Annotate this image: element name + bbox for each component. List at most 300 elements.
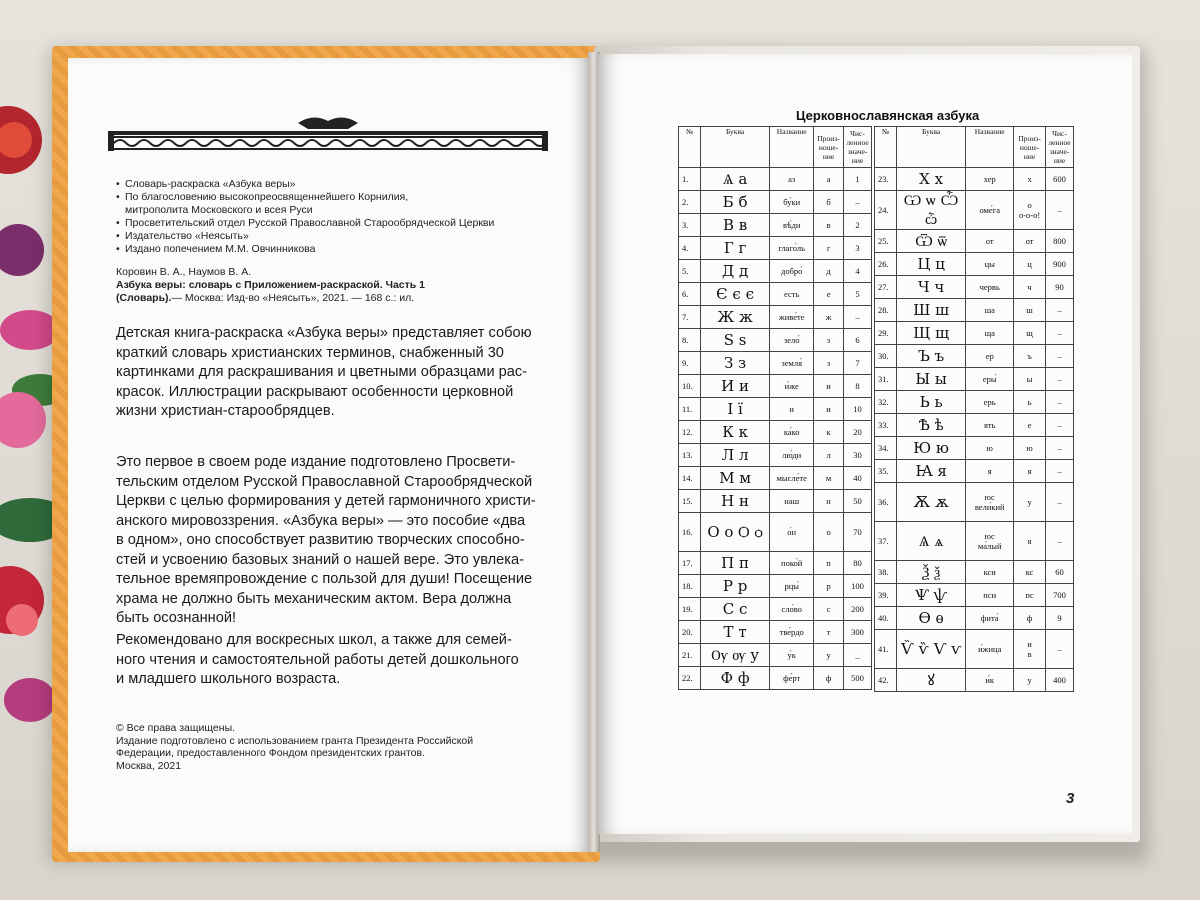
letter-name: ер <box>966 345 1014 368</box>
alphabet-row <box>679 644 872 667</box>
letter-number: 1. <box>679 168 701 191</box>
alphabet-row <box>875 460 1074 483</box>
letter-numeric-value: 4 <box>844 260 872 283</box>
header-val-line: Чис- <box>850 129 865 138</box>
letter-number: 22. <box>679 667 701 690</box>
book-publication: — Москва: Изд-во «Неясыть», 2021. — 168 с.: ил. <box>171 292 415 304</box>
imprint-item: митрополита Московского и всея Руси <box>125 204 313 216</box>
letter-number: 7. <box>679 306 701 329</box>
letter-numeric-value: – <box>1046 460 1074 483</box>
letter-glyph: Г г <box>700 237 769 260</box>
letter-name: бу́ки <box>770 191 814 214</box>
letter-numeric-value: – <box>844 191 872 214</box>
letter-number: 18. <box>679 575 701 598</box>
header-num: № <box>875 127 897 168</box>
alphabet-row <box>875 669 1074 692</box>
letter-number: 5. <box>679 260 701 283</box>
letter-name: ща <box>966 322 1014 345</box>
letter-number: 9. <box>679 352 701 375</box>
alphabet-row <box>875 276 1074 299</box>
text-line: стей и усвоению базовых знаний о нашей вере. Это увлека- <box>116 551 524 568</box>
header-val-line: ние <box>851 156 864 165</box>
book-title-cont: (Словарь). <box>116 292 172 304</box>
letter-pronunciation: т <box>814 621 844 644</box>
letter-glyph: Ѕ ѕ <box>700 329 769 352</box>
header-pronunciation <box>1014 127 1046 168</box>
letter-pronunciation: о о-о-о! <box>1014 191 1046 230</box>
letter-pronunciation: у <box>1014 483 1046 522</box>
letter-glyph: Ѹ ѹ у <box>700 644 769 667</box>
letter-number: 17. <box>679 552 701 575</box>
letter-glyph: Л л <box>700 444 769 467</box>
letter-name: наш <box>770 490 814 513</box>
letter-glyph: С с <box>700 598 769 621</box>
letter-name: зело́ <box>770 329 814 352</box>
header-numeric-value <box>1046 127 1074 168</box>
alphabet-row <box>679 352 872 375</box>
alphabet-row <box>679 575 872 598</box>
text-line: Церкви с целью формирования у детей гармоничного христи- <box>116 493 536 509</box>
letter-pronunciation: ф <box>814 667 844 690</box>
letter-glyph: Ъ ъ <box>896 345 965 368</box>
letter-numeric-value: 70 <box>844 513 872 552</box>
letter-numeric-value: – <box>1046 368 1074 391</box>
letter-pronunciation: я <box>1014 460 1046 483</box>
letter-number: 36. <box>875 483 897 522</box>
alphabet-row <box>679 444 872 467</box>
letter-number: 42. <box>875 669 897 692</box>
header-val-line: ние <box>1053 156 1066 165</box>
alphabet-row <box>679 467 872 490</box>
header-name: Название <box>966 127 1014 168</box>
letter-glyph: Ѣ ѣ <box>896 414 965 437</box>
authors: Коровин В. А., Наумов В. А. <box>116 266 252 278</box>
letter-number: 39. <box>875 584 897 607</box>
letter-number: 20. <box>679 621 701 644</box>
letter-number: 32. <box>875 391 897 414</box>
alphabet-row <box>875 414 1074 437</box>
letter-name: ять <box>966 414 1014 437</box>
table-title: Церковнославянская азбука <box>796 108 980 123</box>
letter-numeric-value: 100 <box>844 575 872 598</box>
letter-pronunciation: ц <box>1014 253 1046 276</box>
letter-number: 37. <box>875 522 897 561</box>
letter-number: 16. <box>679 513 701 552</box>
letter-pronunciation: в <box>814 214 844 237</box>
letter-pronunciation: пс <box>1014 584 1046 607</box>
letter-pronunciation: ч <box>1014 276 1046 299</box>
letter-number: 24. <box>875 191 897 230</box>
text-line: тельное времяпровождение с пользой для души! Посещение <box>116 571 533 587</box>
imprint-item: • Просветительский отдел Русской Православной Старообрядческой Церкви <box>116 217 494 230</box>
letter-numeric-value: 1 <box>844 168 872 191</box>
letter-numeric-value: 400 <box>1046 669 1074 692</box>
text-line: Это первое в своем роде издание подготовлено Просвети- <box>116 454 516 470</box>
letter-numeric-value: – <box>844 306 872 329</box>
letter-pronunciation: м <box>814 467 844 490</box>
alphabet-row <box>875 345 1074 368</box>
letter-pronunciation: н <box>814 490 844 513</box>
letter-numeric-value: – <box>1046 391 1074 414</box>
alphabet-row <box>679 283 872 306</box>
text-line: быть осознанной! <box>116 610 237 626</box>
letter-glyph: Ѱ ѱ <box>896 584 965 607</box>
letter-name: ша <box>966 299 1014 322</box>
letter-pronunciation: ы <box>1014 368 1046 391</box>
letter-numeric-value: 40 <box>844 467 872 490</box>
header-val-line: Чис- <box>1052 129 1067 138</box>
imprint-item: • Словарь-раскраска «Азбука веры» <box>116 178 494 191</box>
letter-pronunciation: от <box>1014 230 1046 253</box>
text-line: анского мировоззрения. «Азбука веры» — это пособие «два <box>116 512 526 529</box>
text-line: красок. Иллюстрации раскрывают особенности церковной <box>116 383 514 400</box>
header-pron-line: ноше- <box>1019 142 1040 152</box>
letter-pronunciation: з <box>814 352 844 375</box>
letter-number: 12. <box>679 421 701 444</box>
text-line: в одном», оно способствует развитию творческих способно- <box>116 532 525 548</box>
letter-glyph: Ж ж <box>700 306 769 329</box>
header-pron-line: ние <box>1023 151 1036 161</box>
alphabet-row <box>679 513 872 552</box>
copyright-block <box>116 722 473 772</box>
letter-number: 10. <box>679 375 701 398</box>
letter-name: и́жица <box>966 630 1014 669</box>
copyright-line: © Все права защищены. <box>116 722 236 734</box>
letter-number: 4. <box>679 237 701 260</box>
right-page <box>598 54 1132 834</box>
alphabet-row <box>875 561 1074 584</box>
letter-pronunciation: а <box>814 168 844 191</box>
header-pron-line: ноше- <box>818 142 839 152</box>
letter-name: лю́ди <box>770 444 814 467</box>
header-pron-line: ние <box>822 151 835 161</box>
letter-number: 14. <box>679 467 701 490</box>
table-header-row <box>679 127 872 168</box>
letter-numeric-value: 300 <box>844 621 872 644</box>
letter-numeric-value: 2 <box>844 214 872 237</box>
letter-glyph: Ѿ ѿ <box>896 230 965 253</box>
letter-numeric-value: – <box>1046 322 1074 345</box>
alphabet-table-left <box>678 126 872 690</box>
letter-glyph: К к <box>700 421 769 444</box>
imprint-item: • Издано попечением М.М. Овчинникова <box>116 243 494 256</box>
letter-numeric-value: 80 <box>844 552 872 575</box>
letter-name: добро́ <box>770 260 814 283</box>
letter-glyph: Ѳ ѳ <box>896 607 965 630</box>
letter-name: оме́га <box>966 191 1014 230</box>
text-line: тельским отделом Русской Православной Старообрядческой <box>116 473 533 490</box>
letter-pronunciation: ш <box>1014 299 1046 322</box>
alphabet-row <box>679 168 872 191</box>
text-line: храма не должно быть механическим актом. Вера должна <box>116 590 512 607</box>
header-val-line: ленное <box>846 138 869 147</box>
alphabet-row <box>679 306 872 329</box>
letter-numeric-value: 700 <box>1046 584 1074 607</box>
letter-pronunciation: з <box>814 329 844 352</box>
header-val-line: значе- <box>847 147 868 156</box>
letter-name: ерь <box>966 391 1014 414</box>
letter-number: 13. <box>679 444 701 467</box>
letter-numeric-value: 30 <box>844 444 872 467</box>
header-letter: Буква <box>700 127 769 168</box>
letter-pronunciation: ь <box>1014 391 1046 414</box>
letter-name: хер <box>966 168 1014 191</box>
letter-number: 2. <box>679 191 701 214</box>
letter-name: рцы́ <box>770 575 814 598</box>
letter-name: ю <box>966 437 1014 460</box>
alphabet-row <box>875 391 1074 414</box>
alphabet-row <box>875 191 1074 230</box>
letter-numeric-value: 3 <box>844 237 872 260</box>
letter-glyph: Ѫ ѫ <box>896 483 965 522</box>
letter-number: 31. <box>875 368 897 391</box>
letter-pronunciation: и <box>814 398 844 421</box>
alphabet-row <box>679 398 872 421</box>
letter-pronunciation: к <box>814 421 844 444</box>
left-page <box>68 58 590 852</box>
copyright-line: Издание подготовлено с использованием гранта Президента Российской <box>116 734 474 747</box>
letter-pronunciation: кс <box>1014 561 1046 584</box>
header-val-line: ленное <box>1048 138 1071 147</box>
letter-pronunciation: е <box>814 283 844 306</box>
text-line: Рекомендовано для воскресных школ, а также для семей- <box>116 632 512 648</box>
letter-glyph: Ф ф <box>700 667 769 690</box>
letter-numeric-value: – <box>1046 345 1074 368</box>
letter-numeric-value: 500 <box>844 667 872 690</box>
letter-name: живе́те <box>770 306 814 329</box>
letter-pronunciation: и в <box>1014 630 1046 669</box>
letter-numeric-value: 600 <box>1046 168 1074 191</box>
letter-numeric-value: 50 <box>844 490 872 513</box>
header-pron-line: Произ- <box>1018 133 1041 143</box>
alphabet-row <box>875 483 1074 522</box>
text-line: картинками для раскрашивания и цветными образцами рас- <box>116 364 528 380</box>
letter-glyph: Ꙗ я <box>896 460 965 483</box>
letter-glyph: О о Ѻ ѻ <box>700 513 769 552</box>
letter-numeric-value: – <box>1046 483 1074 522</box>
letter-glyph: Ю ю <box>896 437 965 460</box>
alphabet-row <box>875 607 1074 630</box>
book-title: Азбука веры: словарь с Приложением-раскраской. Часть 1 <box>116 279 425 291</box>
alphabet-row <box>875 437 1074 460</box>
letter-name: пси <box>966 584 1014 607</box>
letter-number: 28. <box>875 299 897 322</box>
letter-name: и́же <box>770 375 814 398</box>
annotation-paragraph-3 <box>116 631 564 690</box>
letter-numeric-value: – <box>1046 299 1074 322</box>
copyright-line: Москва, 2021 <box>116 759 182 772</box>
letter-glyph: Ѧ а <box>700 168 769 191</box>
letter-number: 33. <box>875 414 897 437</box>
alphabet-row <box>875 253 1074 276</box>
letter-pronunciation: щ <box>1014 322 1046 345</box>
letter-numeric-value: _ <box>844 644 872 667</box>
letter-name: глаго́ль <box>770 237 814 260</box>
letter-name: фе́рт <box>770 667 814 690</box>
alphabet-row <box>679 552 872 575</box>
letter-pronunciation: о <box>814 513 844 552</box>
letter-glyph: Т т <box>700 621 769 644</box>
letter-glyph: З з <box>700 352 769 375</box>
letter-glyph: Х х <box>896 168 965 191</box>
letter-number: 29. <box>875 322 897 345</box>
letter-pronunciation: л <box>814 444 844 467</box>
header-val-line: значе- <box>1049 147 1070 156</box>
alphabet-table-right <box>874 126 1074 692</box>
header-pron-line: Произ- <box>817 133 840 143</box>
letter-number: 25. <box>875 230 897 253</box>
letter-number: 40. <box>875 607 897 630</box>
imprint-item: • По благословению высокопреосвященнейшего Корнилия, <box>116 191 494 204</box>
letter-numeric-value: 10 <box>844 398 872 421</box>
header-num: № <box>679 127 701 168</box>
letter-numeric-value: 90 <box>1046 276 1074 299</box>
letter-pronunciation: и <box>814 375 844 398</box>
text-line: и младшего школьного возраста. <box>116 671 341 687</box>
letter-numeric-value: – <box>1046 630 1074 669</box>
alphabet-row <box>679 375 872 398</box>
letter-numeric-value: 800 <box>1046 230 1074 253</box>
letter-name: юс вели́кий <box>966 483 1014 522</box>
letter-number: 27. <box>875 276 897 299</box>
letter-glyph: Ц ц <box>896 253 965 276</box>
alphabet-row <box>679 421 872 444</box>
letter-name: от <box>966 230 1014 253</box>
page-number: 3 <box>1066 790 1075 807</box>
text-line: ного чтения и самостоятельной работы детей дошкольного <box>116 651 519 668</box>
text-line: жизни христиан-старообрядцев. <box>116 403 335 419</box>
alphabet-row <box>679 260 872 283</box>
letter-name: есть <box>770 283 814 306</box>
annotation-paragraph-2 <box>116 453 564 629</box>
letter-pronunciation: ф <box>1014 607 1046 630</box>
letter-name: фита́ <box>966 607 1014 630</box>
text-line: краткий словарь христианских терминов, снабженный 30 <box>116 344 504 361</box>
letter-numeric-value: – <box>1046 414 1074 437</box>
letter-number: 26. <box>875 253 897 276</box>
alphabet-row <box>679 191 872 214</box>
letter-pronunciation: ж <box>814 306 844 329</box>
letter-number: 11. <box>679 398 701 421</box>
letter-name: цы <box>966 253 1014 276</box>
letter-number: 6. <box>679 283 701 306</box>
alphabet-row <box>679 621 872 644</box>
alphabet-row <box>875 230 1074 253</box>
alphabet-row <box>679 214 872 237</box>
letter-glyph: Ы ы <box>896 368 965 391</box>
letter-pronunciation: п <box>814 552 844 575</box>
alphabet-row <box>875 299 1074 322</box>
letter-pronunciation: е <box>1014 414 1046 437</box>
alphabet-row <box>679 490 872 513</box>
letter-pronunciation: у <box>814 644 844 667</box>
alphabet-row <box>679 667 872 690</box>
alphabet-row <box>679 598 872 621</box>
letter-numeric-value: 900 <box>1046 253 1074 276</box>
alphabet-row <box>679 237 872 260</box>
letter-glyph: Ѷ ѷ Ѵ ѵ <box>896 630 965 669</box>
letter-numeric-value: 5 <box>844 283 872 306</box>
letter-glyph: Ч ч <box>896 276 965 299</box>
letter-glyph: П п <box>700 552 769 575</box>
letter-numeric-value: 8 <box>844 375 872 398</box>
alphabet-row <box>875 630 1074 669</box>
letter-glyph: І ї <box>700 398 769 421</box>
imprint-item: • Издательство «Неясыть» <box>116 230 494 243</box>
letter-numeric-value: 200 <box>844 598 872 621</box>
letter-glyph: Д д <box>700 260 769 283</box>
letter-numeric-value: 7 <box>844 352 872 375</box>
header-numeric-value <box>844 127 872 168</box>
letter-name: юс ма́лый <box>966 522 1014 561</box>
alphabet-row <box>679 329 872 352</box>
letter-pronunciation: г <box>814 237 844 260</box>
letter-name: о́н <box>770 513 814 552</box>
letter-pronunciation: с <box>814 598 844 621</box>
letter-name: червь <box>966 276 1014 299</box>
letter-name: поко́й <box>770 552 814 575</box>
letter-number: 15. <box>679 490 701 513</box>
letter-numeric-value: 6 <box>844 329 872 352</box>
letter-pronunciation: у <box>1014 669 1046 692</box>
copyright-line: Федерации, предоставленного Фондом президентских грантов. <box>116 747 425 759</box>
letter-pronunciation: д <box>814 260 844 283</box>
letter-pronunciation: б <box>814 191 844 214</box>
letter-number: 19. <box>679 598 701 621</box>
letter-glyph: Щ щ <box>896 322 965 345</box>
letter-number: 34. <box>875 437 897 460</box>
letter-glyph: Є є є <box>700 283 769 306</box>
letter-glyph: Р р <box>700 575 769 598</box>
imprint-list <box>116 178 494 256</box>
alphabet-row <box>875 584 1074 607</box>
letter-name: аз <box>770 168 814 191</box>
letter-glyph: И и <box>700 375 769 398</box>
header-letter: Буква <box>896 127 965 168</box>
alphabet-row <box>875 322 1074 345</box>
letter-glyph: Ѧ ѧ <box>896 522 965 561</box>
header-pronunciation <box>814 127 844 168</box>
letter-glyph: В в <box>700 214 769 237</box>
letter-pronunciation: ю <box>1014 437 1046 460</box>
table-header-row <box>875 127 1074 168</box>
letter-glyph: Ѡ ѡ Ѽ ѽ <box>896 191 965 230</box>
letter-numeric-value: 20 <box>844 421 872 444</box>
letter-name: мысле́те <box>770 467 814 490</box>
letter-number: 3. <box>679 214 701 237</box>
ornamental-header-band <box>108 113 548 153</box>
letter-name: еры́ <box>966 368 1014 391</box>
letter-numeric-value: – <box>1046 437 1074 460</box>
letter-name: и <box>770 398 814 421</box>
letter-name: тве́рдо <box>770 621 814 644</box>
letter-name: у́к <box>770 644 814 667</box>
letter-numeric-value: 9 <box>1046 607 1074 630</box>
letter-name: земля́ <box>770 352 814 375</box>
letter-numeric-value: 60 <box>1046 561 1074 584</box>
alphabet-row <box>875 168 1074 191</box>
letter-name: сло́во <box>770 598 814 621</box>
header-name: Название <box>770 127 814 168</box>
letter-name: и́к <box>966 669 1014 692</box>
letter-glyph: Ш ш <box>896 299 965 322</box>
letter-pronunciation: х <box>1014 168 1046 191</box>
bibliographic-record <box>116 266 556 305</box>
letter-number: 8. <box>679 329 701 352</box>
letter-glyph: Ь ь <box>896 391 965 414</box>
alphabet-row <box>875 522 1074 561</box>
letter-glyph: М м <box>700 467 769 490</box>
